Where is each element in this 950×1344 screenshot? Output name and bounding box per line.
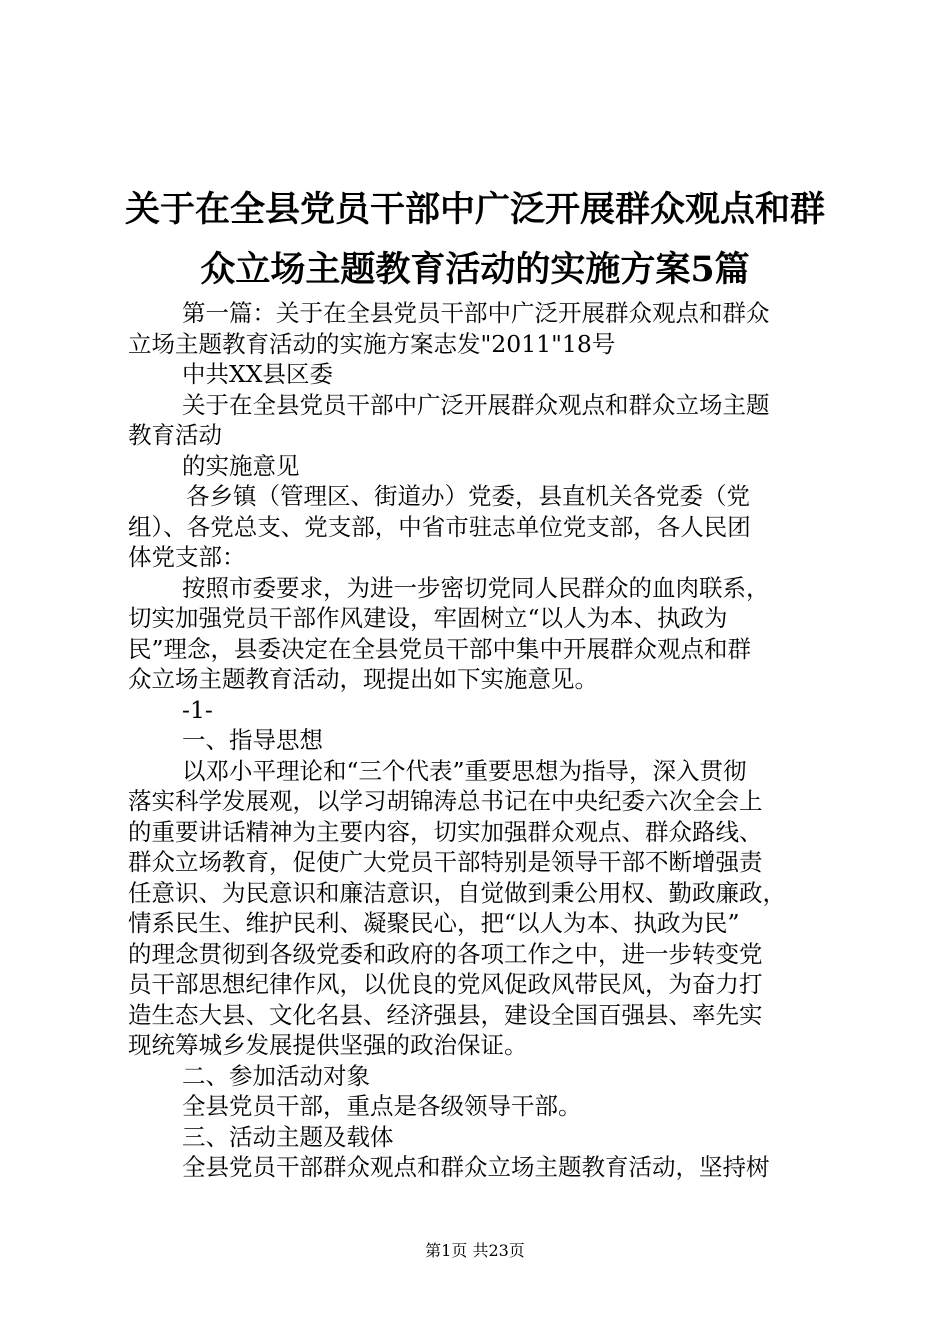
paragraph-line: 的重要讲话精神为主要内容，切实加强群众观点、群众路线、 xyxy=(128,817,763,846)
paragraph-line: 组）、各党总支、党支部，中省市驻志单位党支部，各人民团 xyxy=(128,512,751,541)
paragraph-line: 任意识、为民意识和廉洁意识，自觉做到秉公用权、勤政廉政， xyxy=(128,878,786,907)
paragraph-line: 民”理念，县委决定在全县党员干部中集中开展群众观点和群 xyxy=(128,634,752,663)
paragraph-line: 落实科学发展观，以学习胡锦涛总书记在中央纪委六次全会上 xyxy=(128,787,763,815)
paragraph-line: 群众立场教育，促使广大党员干部特别是领导干部不断增强责 xyxy=(128,848,763,876)
paragraph-line: 现统筹城乡发展提供坚强的政治保证。 xyxy=(128,1031,528,1059)
section-heading: 一、指导思想 xyxy=(182,726,323,754)
paragraph-line: 的实施意见 xyxy=(182,451,300,480)
paragraph-line: 全县党员干部群众观点和群众立场主题教育活动，坚持树 xyxy=(182,1153,770,1181)
paragraph-line: 中共XX县区委 xyxy=(182,360,333,388)
document-title-line-1: 关于在全县党员干部中广泛开展群众观点和群 xyxy=(124,189,825,230)
section-heading: 三、活动主题及载体 xyxy=(182,1122,394,1151)
paragraph-line: 以邓小平理论和“三个代表”重要思想为指导，深入贯彻 xyxy=(182,756,747,785)
page-footer: 第1页 共23页 xyxy=(425,1241,525,1260)
paragraph-line: 全县党员干部，重点是各级领导干部。 xyxy=(182,1092,582,1120)
document-body xyxy=(128,298,828,1183)
paragraph-line: 第一篇：关于在全县党员干部中广泛开展群众观点和群众 xyxy=(182,299,770,327)
paragraph-line: 教育活动 xyxy=(128,421,222,449)
section-heading: 二、参加活动对象 xyxy=(182,1061,370,1090)
paragraph-line: 众立场主题教育活动，现提出如下实施意见。 xyxy=(128,665,598,693)
paragraph-line: 各乡镇（管理区、街道办）党委，县直机关各党委（党 xyxy=(186,482,750,510)
paragraph-line: 切实加强党员干部作风建设，牢固树立“以人为本、执政为 xyxy=(128,604,728,632)
paragraph-line: 关于在全县党员干部中广泛开展群众观点和群众立场主题 xyxy=(182,390,770,419)
paragraph-line: 体党支部： xyxy=(128,543,246,571)
paragraph-line: 按照市委要求，为进一步密切党同人民群众的血肉联系， xyxy=(182,573,770,602)
document-title-line-2: 众立场主题教育活动的实施方案5篇 xyxy=(200,249,750,290)
paragraph-line: 情系民生、维护民利、凝聚民心，把“以人为本、执政为民” xyxy=(128,909,740,937)
paragraph-line: 造生态大县、文化名县、经济强县，建设全国百强县、率先实 xyxy=(128,1000,763,1029)
paragraph-line: 立场主题教育活动的实施方案志发"2011"18号 xyxy=(128,329,616,358)
paragraph-line: 的理念贯彻到各级党委和政府的各项工作之中，进一步转变党 xyxy=(128,939,763,968)
page-marker: -1- xyxy=(182,695,213,724)
paragraph-line: 员干部思想纪律作风，以优良的党风促政风带民风，为奋力打 xyxy=(128,970,763,998)
